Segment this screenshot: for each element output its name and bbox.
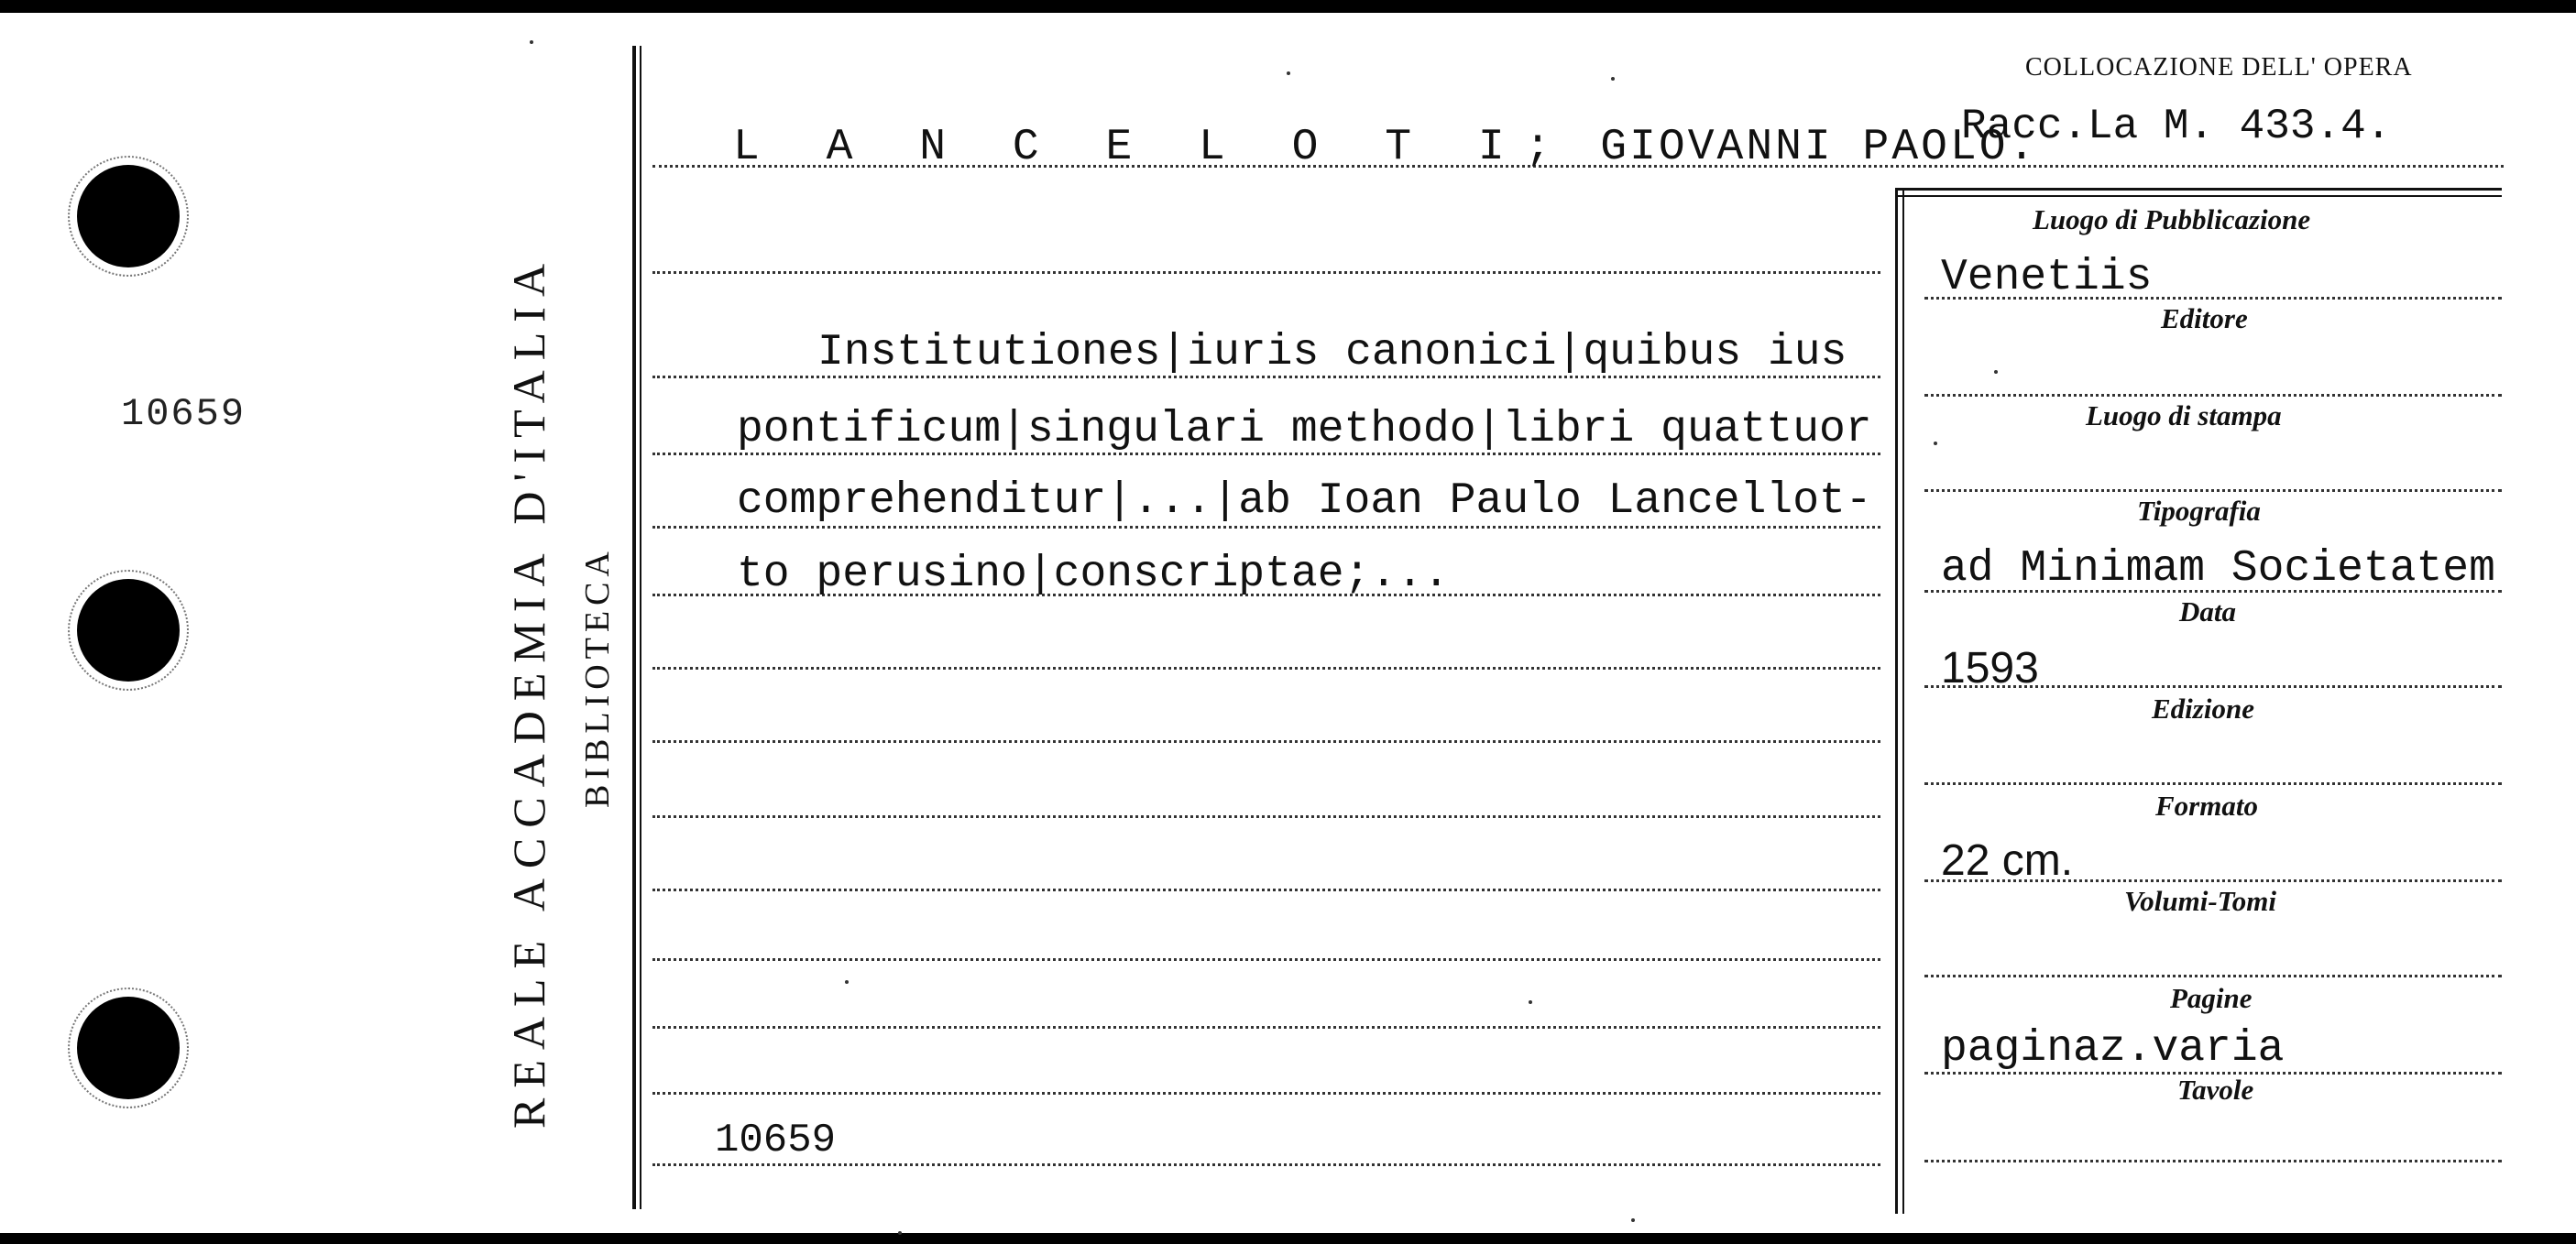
- writing-line: [652, 1026, 1880, 1029]
- value-tipografia: ad Minimam Societatem: [1941, 544, 2495, 594]
- institution-name: REALE ACCADEMIA D'ITALIA: [503, 253, 554, 1129]
- author-surname: L A N C E L O T I;: [733, 123, 1572, 172]
- bottom-accession-number: 10659: [715, 1118, 837, 1163]
- label-luogo-pubblicazione: Luogo di Pubblicazione: [2033, 203, 2311, 235]
- label-pagine: Pagine: [2170, 982, 2253, 1014]
- scan-speck: [845, 980, 849, 984]
- title-line: to perusino|conscriptae;...: [737, 550, 1450, 599]
- field-line: [1924, 489, 2502, 492]
- field-line: [1924, 394, 2502, 397]
- writing-line: [652, 889, 1880, 891]
- writing-line: [652, 667, 1880, 670]
- writing-line: [652, 740, 1880, 743]
- scan-speck: [1611, 77, 1615, 81]
- scan-speck: [530, 40, 533, 44]
- scan-speck: [1529, 1000, 1532, 1004]
- label-volumi-tomi: Volumi-Tomi: [2124, 885, 2276, 917]
- writing-line: [652, 958, 1880, 961]
- punch-hole-middle: [77, 579, 180, 682]
- writing-line: [652, 815, 1880, 818]
- field-column-rule-outer: [1895, 188, 1898, 1214]
- value-formato: 22 cm.: [1941, 836, 2074, 885]
- writing-line: [652, 526, 1880, 529]
- left-rule-inner: [640, 46, 641, 1209]
- writing-line: [652, 1092, 1880, 1095]
- label-edizione: Edizione: [2152, 693, 2254, 725]
- collocation-value: Racc.La M. 433.4.: [1961, 103, 2392, 150]
- label-tipografia: Tipografia: [2137, 495, 2261, 527]
- label-editore: Editore: [2161, 302, 2248, 334]
- value-pagine: paginaz.varia: [1941, 1024, 2285, 1074]
- writing-line: [652, 1163, 1880, 1166]
- label-data: Data: [2179, 595, 2236, 627]
- author-given-name: GIOVANNI PAOLO.: [1600, 123, 2038, 172]
- scan-speck: [1287, 71, 1290, 75]
- scan-speck: [1631, 1218, 1635, 1222]
- label-luogo-stampa: Luogo di stampa: [2086, 399, 2282, 431]
- field-column-top-rule-inner: [1897, 195, 2502, 197]
- punch-hole-top: [77, 165, 180, 267]
- library-name: BIBLIOTECA: [578, 546, 617, 808]
- field-column-top-rule: [1897, 188, 2502, 191]
- punch-hole-bottom: [77, 997, 180, 1099]
- title-line: comprehenditur|...|ab Ioan Paulo Lancellot-: [737, 476, 1872, 526]
- collocation-label: COLLOCAZIONE DELL' OPERA: [2025, 53, 2413, 82]
- field-column-rule-inner: [1902, 188, 1904, 1214]
- scan-edge-top: [0, 0, 2576, 13]
- scan-speck: [1934, 442, 1937, 445]
- value-data: 1593: [1941, 644, 2039, 693]
- scan-edge-bottom: [0, 1233, 2576, 1244]
- left-rule-outer: [632, 46, 636, 1209]
- field-line: [1924, 782, 2502, 785]
- value-luogo-pubblicazione: Venetiis: [1941, 253, 2153, 302]
- accession-number: 10659: [121, 392, 247, 436]
- scan-speck: [1994, 370, 1998, 374]
- field-line: [1924, 975, 2502, 977]
- author-heading: [733, 123, 2037, 172]
- label-formato: Formato: [2155, 790, 2258, 822]
- writing-line: [652, 271, 1880, 274]
- scan-speck: [898, 1231, 902, 1235]
- label-tavole: Tavole: [2177, 1074, 2254, 1106]
- field-line: [1924, 1160, 2502, 1162]
- title-line: pontificum|singulari methodo|libri quattuor: [737, 405, 1872, 454]
- title-line: Institutiones|iuris canonici|quibus ius: [817, 328, 1847, 377]
